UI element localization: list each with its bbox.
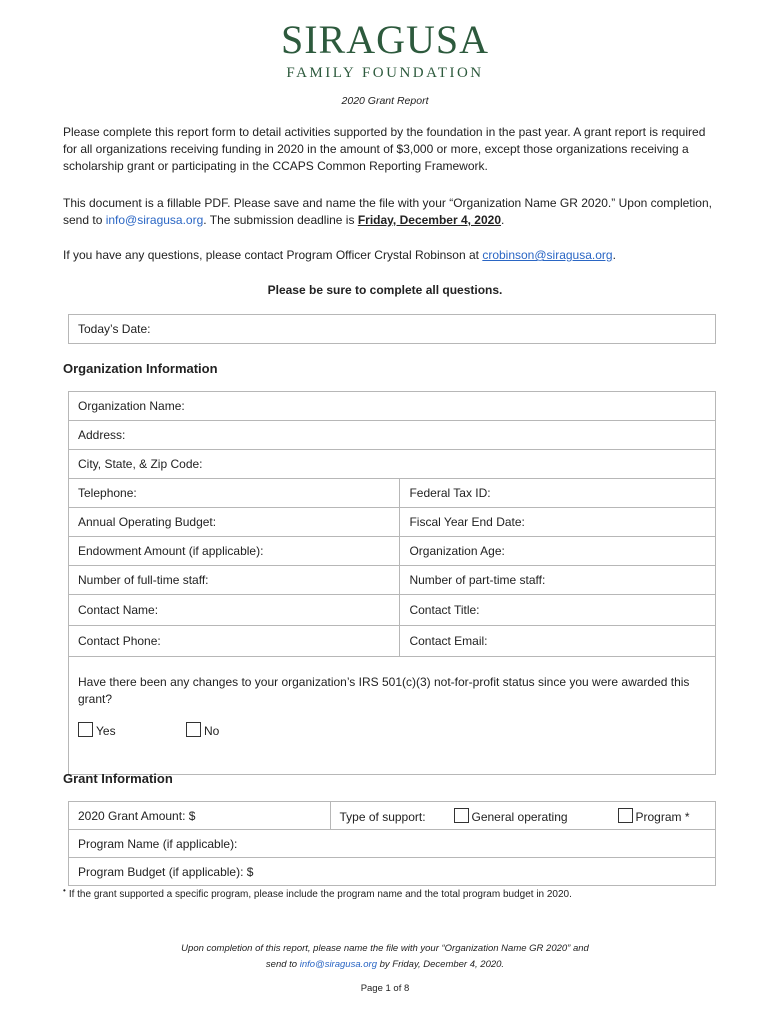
operating-budget-field[interactable]: Annual Operating Budget: xyxy=(69,508,400,537)
page-number: Page 1 of 8 xyxy=(360,983,410,994)
fulltime-staff-field[interactable]: Number of full-time staff: xyxy=(69,566,400,595)
org-age-field[interactable]: Organization Age: xyxy=(400,537,716,566)
footer-line-2 xyxy=(0,957,770,973)
contact-title-field[interactable]: Contact Title: xyxy=(400,595,716,626)
org-name-field[interactable]: Organization Name: xyxy=(69,392,716,421)
contact-text-end: . xyxy=(612,248,616,262)
contact-paragraph xyxy=(63,247,715,264)
instructions-text: This document is a fillable PDF. Please save and name the file with your “Organization Name GR 2020.” Upon completion, send to xyxy=(63,196,712,227)
no-checkbox[interactable] xyxy=(186,722,201,737)
program-label: Program * xyxy=(635,809,690,824)
contact-phone-field[interactable]: Contact Phone: xyxy=(69,626,400,657)
footer-text: send to xyxy=(265,959,300,970)
telephone-field[interactable]: Telephone: xyxy=(69,479,400,508)
footer-line-1: Upon completion of this report, please name the file with your “Organization Name GR 2020” and xyxy=(181,943,589,954)
yes-checkbox[interactable] xyxy=(78,722,93,737)
parttime-staff-field[interactable]: Number of part-time staff: xyxy=(400,566,716,595)
general-operating-option[interactable] xyxy=(454,808,618,824)
deadline-text: Friday, December 4, 2020 xyxy=(357,213,502,227)
endowment-field[interactable]: Endowment Amount (if applicable): xyxy=(69,537,400,566)
info-email-link[interactable]: info@siragusa.org xyxy=(105,213,204,227)
program-budget-field[interactable]: Program Budget (if applicable): $ xyxy=(69,858,716,886)
grant-section-heading: Grant Information xyxy=(63,771,173,786)
org-section-heading: Organization Information xyxy=(63,361,218,376)
no-option[interactable] xyxy=(186,724,219,738)
tax-id-field[interactable]: Federal Tax ID: xyxy=(400,479,716,508)
program-name-field[interactable]: Program Name (if applicable): xyxy=(69,830,716,858)
contact-email-field[interactable]: Contact Email: xyxy=(400,626,716,657)
grant-amount-field[interactable]: 2020 Grant Amount: $ xyxy=(69,802,331,830)
fiscal-year-field[interactable]: Fiscal Year End Date: xyxy=(400,508,716,537)
no-label: No xyxy=(204,724,220,738)
footer-email-link[interactable]: info@siragusa.org xyxy=(299,959,377,970)
irs-options xyxy=(78,722,706,738)
complete-all-notice: Please be sure to complete all questions. xyxy=(267,283,503,297)
city-state-zip-field[interactable]: City, State, & Zip Code: xyxy=(69,450,716,479)
irs-question-text: Have there been any changes to your organization’s IRS 501(c)(3) not-for-profit status since you were awarded this grant? xyxy=(78,675,690,706)
footnote-bullet: • xyxy=(63,886,66,895)
page-footer xyxy=(0,941,770,973)
yes-label: Yes xyxy=(96,724,116,738)
logo-subtitle: FAMILY FOUNDATION xyxy=(286,65,484,81)
crobinson-email-link[interactable]: crobinson@siragusa.org xyxy=(482,248,613,262)
document-title: 2020 Grant Report xyxy=(341,95,429,107)
support-type-field xyxy=(330,802,716,830)
program-checkbox[interactable] xyxy=(618,808,633,823)
instructions-text-3: . xyxy=(501,213,505,227)
org-info-table xyxy=(68,391,716,775)
general-operating-label: General operating xyxy=(471,809,568,824)
address-field[interactable]: Address: xyxy=(69,421,716,450)
contact-text: If you have any questions, please contact Program Officer Crystal Robinson at xyxy=(63,248,483,262)
grant-info-table xyxy=(68,801,716,886)
contact-name-field[interactable]: Contact Name: xyxy=(69,595,400,626)
general-operating-checkbox[interactable] xyxy=(454,808,469,823)
footer-text-end: by Friday, December 4, 2020. xyxy=(376,959,505,970)
support-type-label: Type of support: xyxy=(339,809,426,824)
date-table xyxy=(68,314,716,344)
yes-option[interactable] xyxy=(78,722,186,738)
program-footnote xyxy=(63,886,572,900)
instructions-text-2: . The submission deadline is xyxy=(203,213,358,227)
intro-paragraph: Please complete this report form to detail activities supported by the foundation in the past year. A grant report is required for all organizations receiving funding in 2020 in the amount of $3,000 or more, except those organizations receiving a scholarship grant or participating in the CCAPS Common Reporting Framework. xyxy=(63,125,706,173)
footnote-text: If the grant supported a specific program, please include the program name and the total program budget in 2020. xyxy=(68,889,572,900)
todays-date-field[interactable]: Today’s Date: xyxy=(69,315,716,344)
program-option[interactable] xyxy=(618,810,690,824)
foundation-logo xyxy=(0,18,770,82)
instructions-paragraph xyxy=(63,195,715,229)
logo-wordmark: SIRAGUSA xyxy=(280,17,490,62)
irs-status-question xyxy=(69,657,716,775)
